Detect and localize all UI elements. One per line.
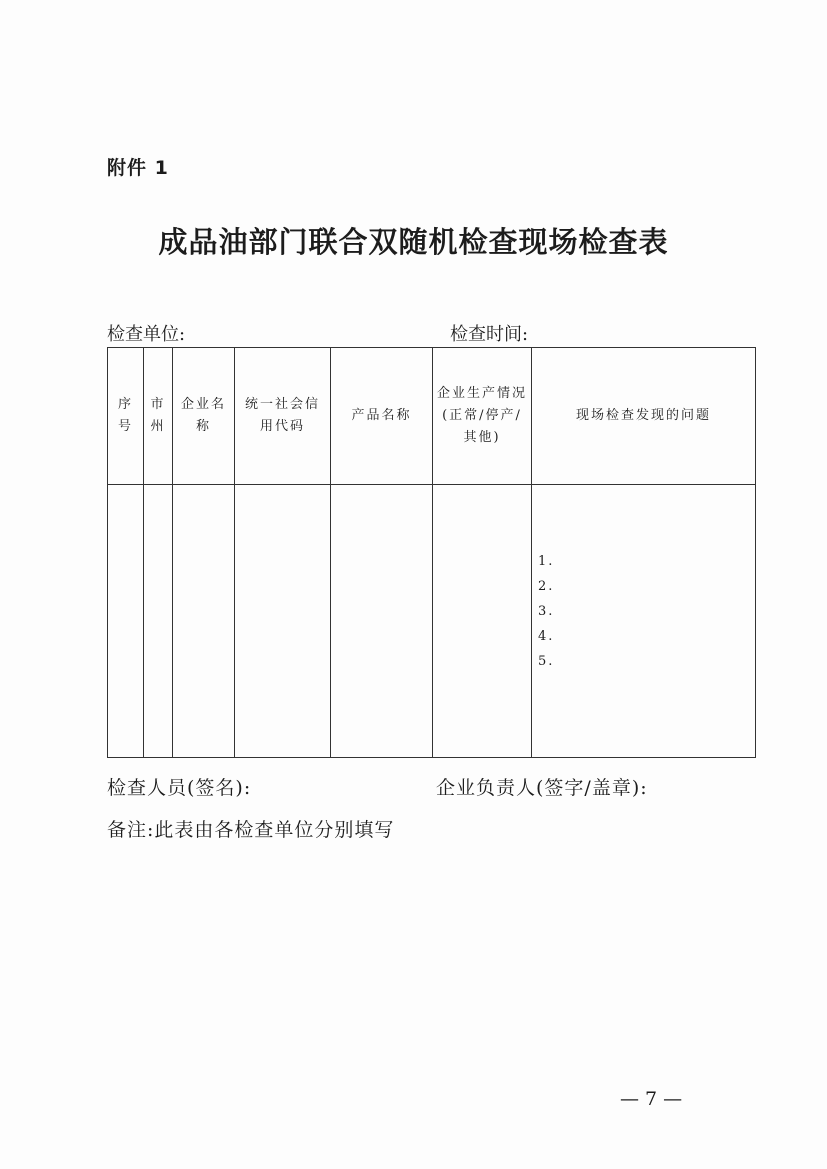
header-issues-found: 现场检查发现的问题	[532, 348, 756, 485]
list-item: 2.	[538, 579, 555, 594]
list-item: 5.	[538, 654, 555, 669]
header-product-name: 产品名称	[331, 348, 433, 485]
header-credit-code: 统一社会信用代码	[235, 348, 331, 485]
page-number: — 7 —	[620, 1088, 683, 1110]
cell-credit-code[interactable]	[235, 485, 331, 758]
page-title: 成品油部门联合双随机检查现场检查表	[158, 225, 669, 259]
header-production-status: 企业生产情况(正常/停产/其他)	[433, 348, 532, 485]
table-header-row	[108, 348, 756, 485]
inspection-unit-label: 检查单位:	[107, 324, 186, 345]
list-item: 3.	[538, 604, 555, 619]
attachment-label: 附件 1	[107, 157, 169, 179]
cell-serial-number[interactable]	[108, 485, 144, 758]
header-city: 市州	[144, 348, 173, 485]
cell-product-name[interactable]	[331, 485, 433, 758]
list-item: 1.	[538, 554, 555, 569]
cell-issues-found[interactable]	[532, 485, 756, 758]
responsible-signature-label: 企业负责人(签字/盖章):	[436, 777, 648, 799]
inspection-table	[107, 347, 756, 758]
list-item: 4.	[538, 629, 555, 644]
table-row	[108, 485, 756, 758]
cell-production-status[interactable]	[433, 485, 532, 758]
cell-city[interactable]	[144, 485, 173, 758]
header-company-name: 企业名称	[173, 348, 235, 485]
issue-list	[532, 549, 755, 674]
header-serial-number: 序号	[108, 348, 144, 485]
inspector-signature-label: 检查人员(签名):	[107, 777, 252, 799]
remark-note: 备注:此表由各检查单位分别填写	[107, 819, 395, 841]
cell-company-name[interactable]	[173, 485, 235, 758]
inspection-time-label: 检查时间:	[450, 324, 529, 345]
